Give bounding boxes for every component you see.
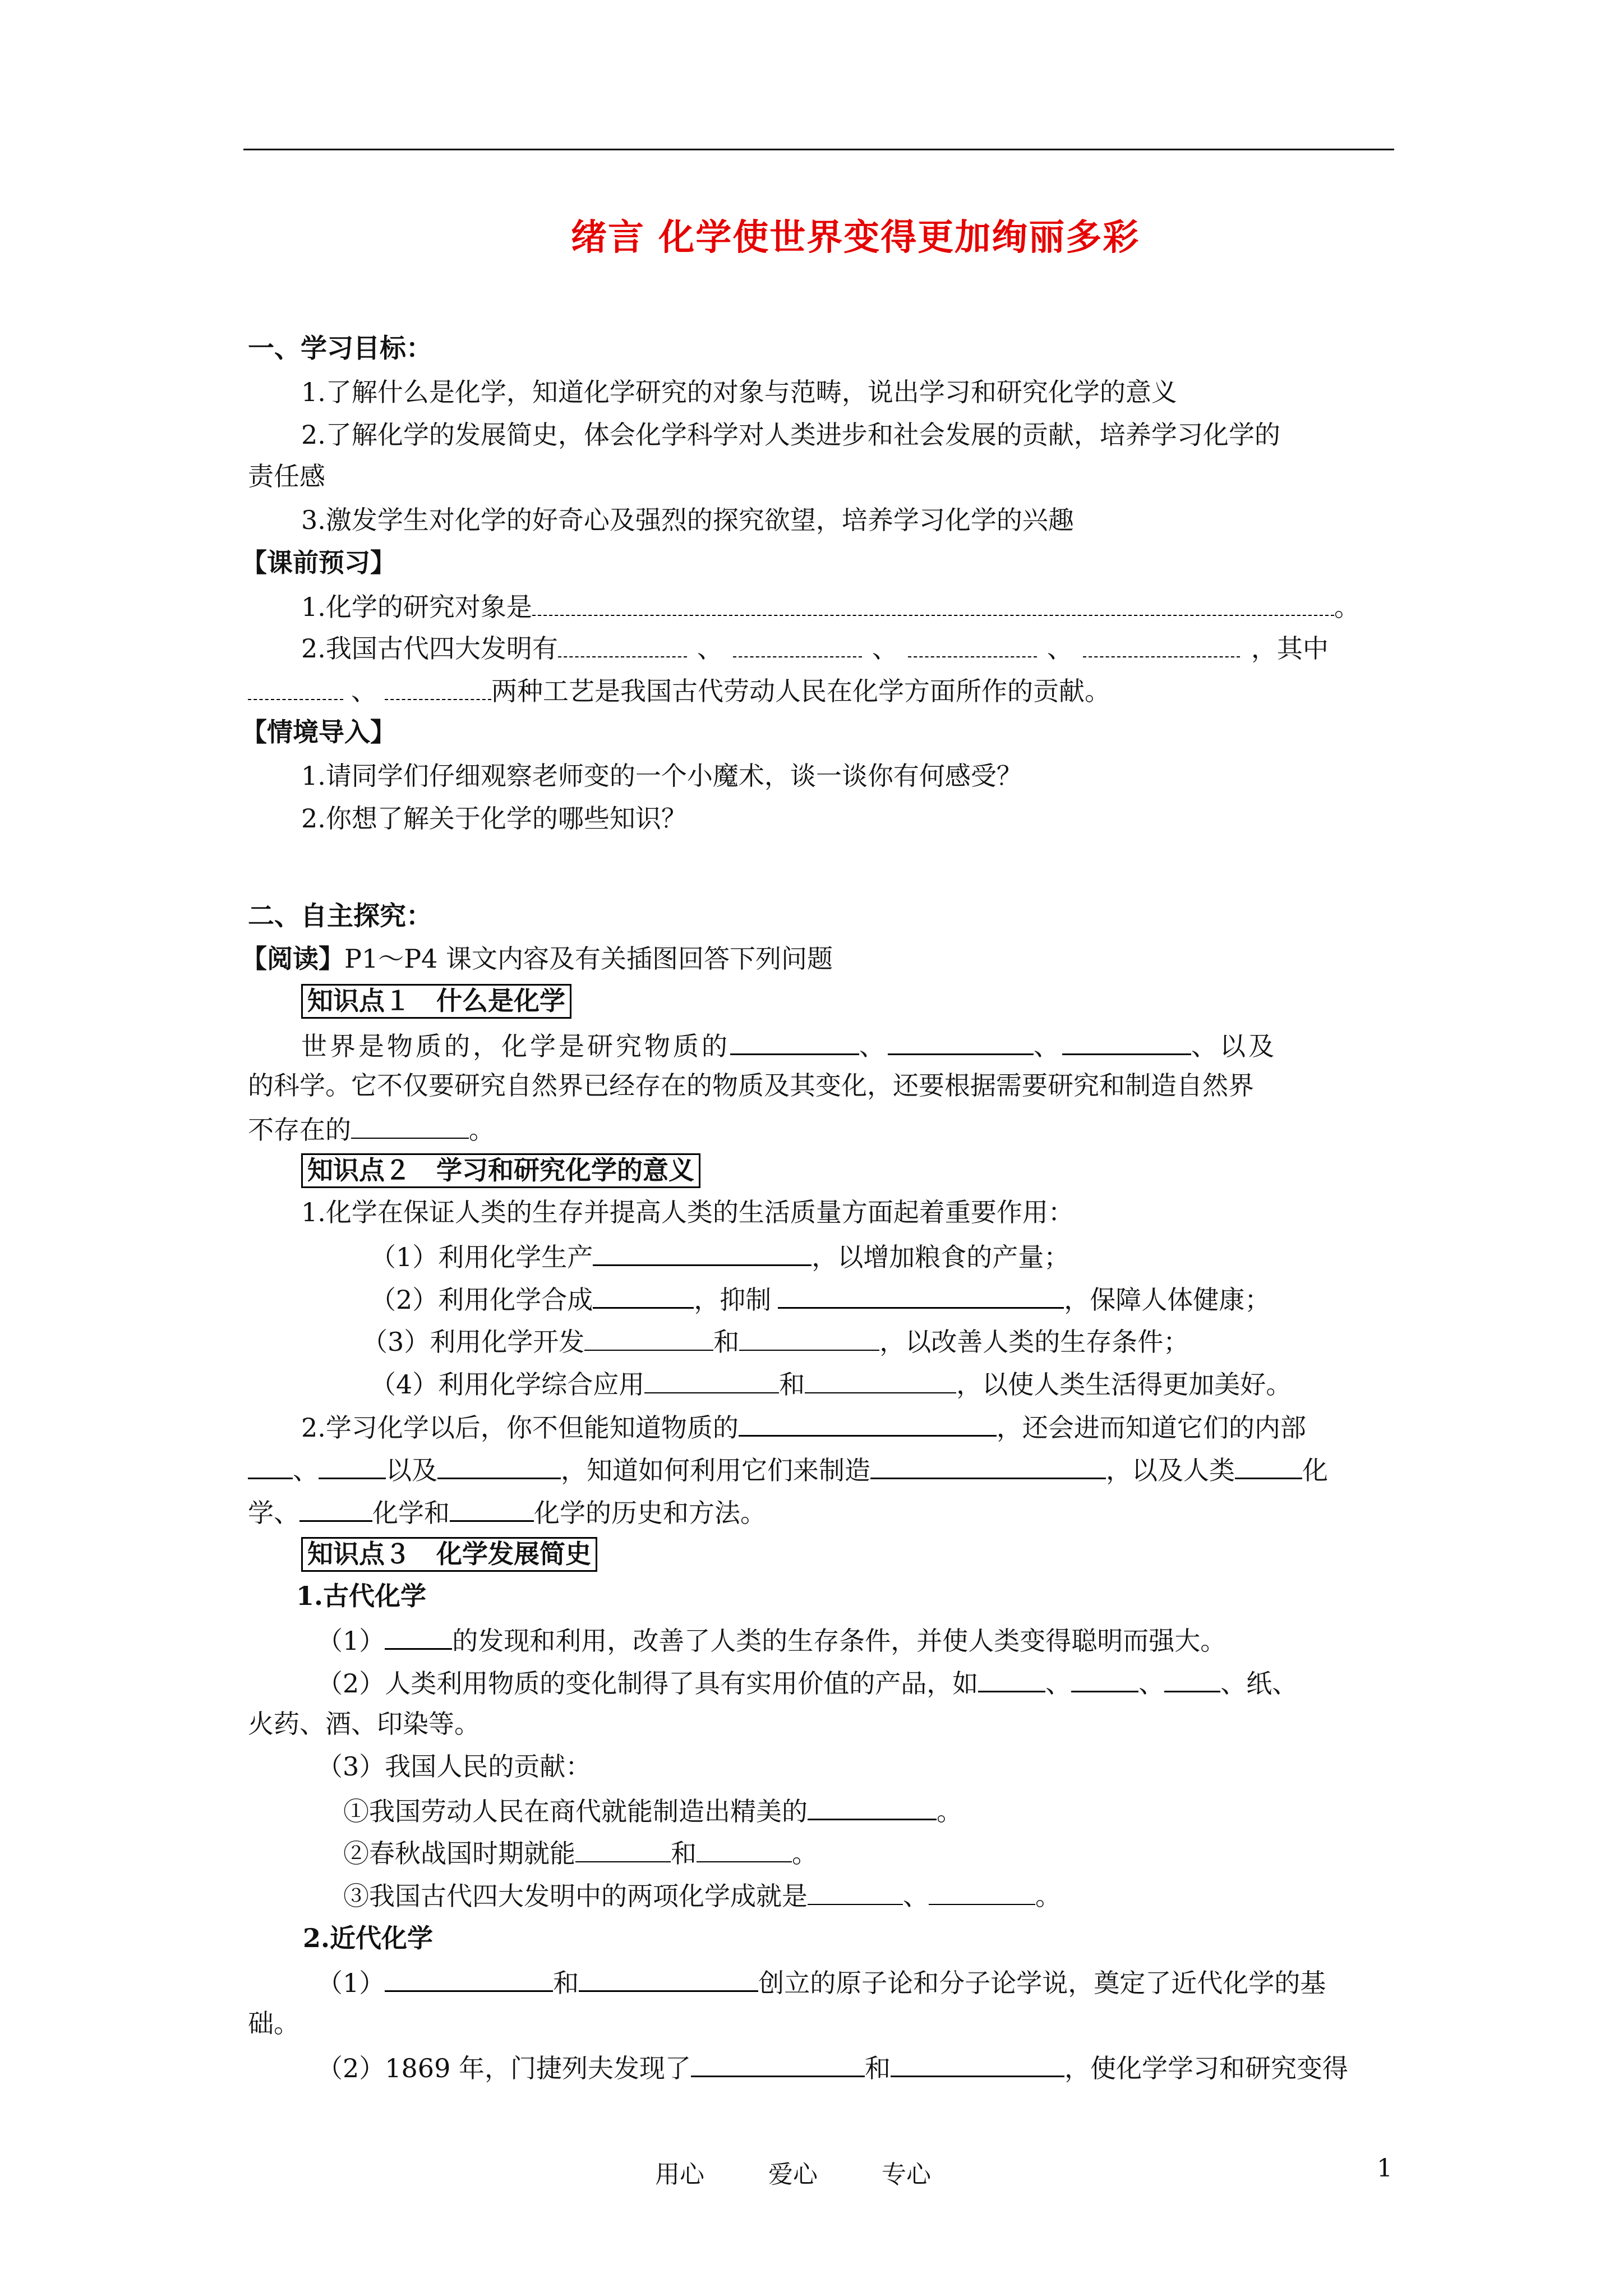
knowledge-point-2: 知识点２ 学习和研究化学的意义 [301,1153,700,1188]
blank[interactable] [351,1115,469,1139]
kp2-1d-text: （4）利用化学综合应用 [370,1369,645,1400]
anc-2-text: （2）人类利用物质的变化制得了具有实用价值的产品，如 [317,1668,979,1699]
knowledge-point-3: 知识点３ 化学发展简史 [301,1537,597,1572]
kp2-2c-start: 学、 [248,1498,299,1528]
separator: 、 [293,1455,319,1485]
blank[interactable] [730,1031,859,1055]
blank[interactable] [888,1031,1034,1055]
section-heading-goals: 一、学习目标： [248,333,432,364]
kp2-1d [370,1369,1292,1400]
kp2-1b [370,1285,1270,1313]
blank[interactable] [778,1285,1064,1309]
mod-2-text: （2）1869 年，门捷列夫发现了 [317,2053,691,2083]
blank[interactable] [644,1370,779,1393]
blank[interactable] [929,1881,1035,1905]
anc-1-text: 的发现和利用，改善了人类的生存条件，并使人类变得聪明而强大。 [452,1626,1227,1656]
blank[interactable] [739,1327,879,1351]
and-text: 和 [864,2053,891,2083]
goal-2: 2.了解化学的发展简史，体会化学科学对人类进步和社会发展的贡献，培养学习化学的 [301,420,1280,450]
ancient-chem-heading: 1.古代化学 [296,1581,427,1611]
kp2-1a [370,1242,1069,1270]
intro-heading: 【情境导入】 [241,717,396,747]
kp2-2b-yiji: 以及 [386,1455,437,1485]
and-text: 和 [779,1369,805,1400]
blank[interactable] [248,677,343,700]
preview-q1-end: 。 [1334,592,1360,622]
separator: 、 [1034,1031,1062,1061]
blank[interactable] [385,677,491,700]
separator: 、 [903,1881,929,1911]
kp2-1c-end: ，以改善人类的生存条件； [879,1327,1189,1357]
separator: 、 [859,1031,888,1061]
kp2-1a-end: ，以增加粮食的产量； [811,1242,1070,1272]
preview-q2 [301,633,1329,664]
kp1-line-b: 的科学。它不仅要研究自然界已经存在的物质及其变化，还要根据需要研究和制造自然界 [248,1070,1254,1101]
anc-2 [317,1668,1298,1699]
blank[interactable] [385,1626,452,1650]
anc-3: （3）我国人民的贡献： [317,1751,592,1782]
kp1-c-text: 不存在的 [248,1115,351,1145]
kp2-1b-end: ，保障人体健康； [1064,1285,1271,1315]
anc-3a [343,1796,962,1824]
blank[interactable] [319,1455,386,1479]
anc-3c [343,1881,1061,1909]
goal-2-cont: 责任感 [248,461,325,491]
blank[interactable] [593,1285,694,1309]
kp2-2a [301,1412,1306,1441]
anc-1 [317,1626,1226,1654]
kp2-2a-text: 2.学习化学以后，你不但能知道物质的 [301,1412,739,1443]
mod-1-text: 创立的原子论和分子论学说，奠定了近代化学的基 [758,1968,1326,1998]
and-text: 和 [671,1838,697,1869]
preview-q2-text: 2.我国古代四大发明有 [301,633,558,664]
anc-1-num: （1） [317,1626,385,1656]
preview-heading: 【课前预习】 [241,547,396,578]
kp2-2b-tail: 化 [1302,1455,1328,1485]
footer-motto-3: 专心 [882,2160,931,2189]
anc-3b-text: ②春秋战国时期就能 [343,1838,575,1869]
blank[interactable] [450,1498,534,1522]
knowledge-point-1: 知识点１ 什么是化学 [301,984,571,1019]
footer-motto-2: 爱心 [768,2160,818,2189]
blank[interactable] [908,634,1037,657]
preview-q2-mid: ，其中 [1251,633,1329,664]
blank[interactable] [248,1455,293,1479]
kp2-1b-mid: ，抑制 [694,1285,772,1315]
kp1-text: 世界是物质的，化学是研究物质的 [301,1031,730,1061]
and-text: 和 [713,1327,740,1357]
kp1-text-end: 、以及 [1191,1031,1277,1061]
mod-1 [317,1968,1326,1996]
goal-1: 1.了解什么是化学，知道化学研究的对象与范畴，说出学习和研究化学的意义 [301,377,1177,407]
read-text: P1～P4 课文内容及有关插图回答下列问题 [344,944,833,974]
kp2-2c [248,1498,766,1526]
anc-3c-end: 。 [1035,1881,1061,1911]
anc-3b [343,1838,818,1869]
kp2-2b-end: ，以及人类 [1106,1455,1235,1485]
anc-2-cont: 火药、酒、印染等。 [248,1709,480,1739]
mod-1-num: （1） [317,1968,385,1998]
blank[interactable] [808,1796,937,1820]
kp1-c-end: 。 [469,1115,495,1145]
blank[interactable] [593,1242,811,1266]
read-line [241,946,833,972]
blank[interactable] [437,1455,561,1479]
blank[interactable] [1062,1031,1191,1055]
blank[interactable] [532,592,1334,616]
kp2-2b [248,1455,1328,1483]
blank[interactable] [805,1370,956,1393]
intro-q2: 2.你想了解关于化学的哪些知识？ [301,803,687,834]
blank[interactable] [558,634,687,657]
separator: 、 [1045,1668,1072,1699]
goal-3: 3.激发学生对化学的好奇心及强烈的探究欲望，培养学习化学的兴趣 [301,505,1074,535]
kp1-line-a [301,1031,1277,1059]
kp1-line-c [248,1115,495,1143]
blank[interactable] [575,1839,671,1862]
mod-2-end: ，使化学学习和研究变得 [1064,2053,1348,2083]
blank[interactable] [697,1839,792,1862]
separator: 、 [1138,1668,1165,1699]
blank[interactable] [691,2053,865,2077]
separator: 、 [351,676,377,706]
kp2-2b-mid: ，知道如何利用它们来制造 [561,1455,870,1485]
separator: 、 [1046,633,1073,664]
preview-q1-text: 1.化学的研究对象是 [301,592,532,622]
blank[interactable] [1071,1668,1138,1692]
read-label: 【阅读】 [241,944,344,974]
blank[interactable] [584,1327,713,1351]
blank[interactable] [870,1455,1106,1479]
blank[interactable] [385,1968,553,1992]
anc-3b-end: 。 [792,1838,818,1869]
preview-q2-cont [248,677,1110,704]
kp2-2a-end: ，还会进而知道它们的内部 [996,1412,1306,1443]
modern-chem-heading: 2.近代化学 [303,1923,434,1953]
kp2-2c-end: 化学的历史和方法。 [534,1498,766,1528]
kp2-1d-end: ，以使人类生活得更加美好。 [956,1369,1292,1400]
blank[interactable] [733,634,862,657]
anc-3a-text: ①我国劳动人民在商代就能制造出精美的 [343,1796,808,1826]
anc-3c-text: ③我国古代四大发明中的两项化学成就是 [343,1881,808,1911]
preview-q2-end: 两种工艺是我国古代劳动人民在化学方面所作的贡献。 [491,676,1110,706]
kp2-1a-text: （1）利用化学生产 [370,1242,593,1272]
kp2-1: 1.化学在保证人类的生存并提高人类的生活质量方面起着重要作用： [301,1197,1074,1227]
separator: 、 [872,633,898,664]
mod-1-cont: 础。 [248,2008,299,2039]
kp2-1b-text: （2）利用化学合成 [370,1285,593,1315]
blank[interactable] [579,1968,758,1992]
page-number: 1 [1377,2154,1393,2183]
blank[interactable] [891,2053,1064,2077]
preview-q1 [301,592,1360,620]
intro-q1: 1.请同学们仔细观察老师变的一个小魔术，谈一谈你有何感受？ [301,761,1022,791]
blank[interactable] [808,1881,903,1905]
kp2-1c [362,1327,1189,1355]
and-text: 和 [553,1968,579,1998]
section-heading-explore: 二、自主探究： [248,901,432,932]
blank[interactable] [299,1498,372,1522]
separator: 、 [697,633,723,664]
page-title: 绪言 化学使世界变得更加绚丽多彩 [571,217,1140,259]
blank[interactable] [739,1412,997,1437]
anc-3a-end: 。 [937,1796,962,1826]
blank[interactable] [1235,1455,1302,1479]
mod-2 [317,2053,1348,2081]
kp2-1c-text: （3）利用化学开发 [362,1327,585,1357]
blank[interactable] [1164,1668,1220,1692]
blank[interactable] [1083,634,1240,657]
footer-motto-1: 用心 [655,2160,704,2189]
kp2-2c-mid: 化学和 [372,1498,450,1528]
header-rule [243,149,1394,150]
blank[interactable] [978,1668,1045,1692]
anc-2-end: 、纸、 [1220,1668,1298,1699]
